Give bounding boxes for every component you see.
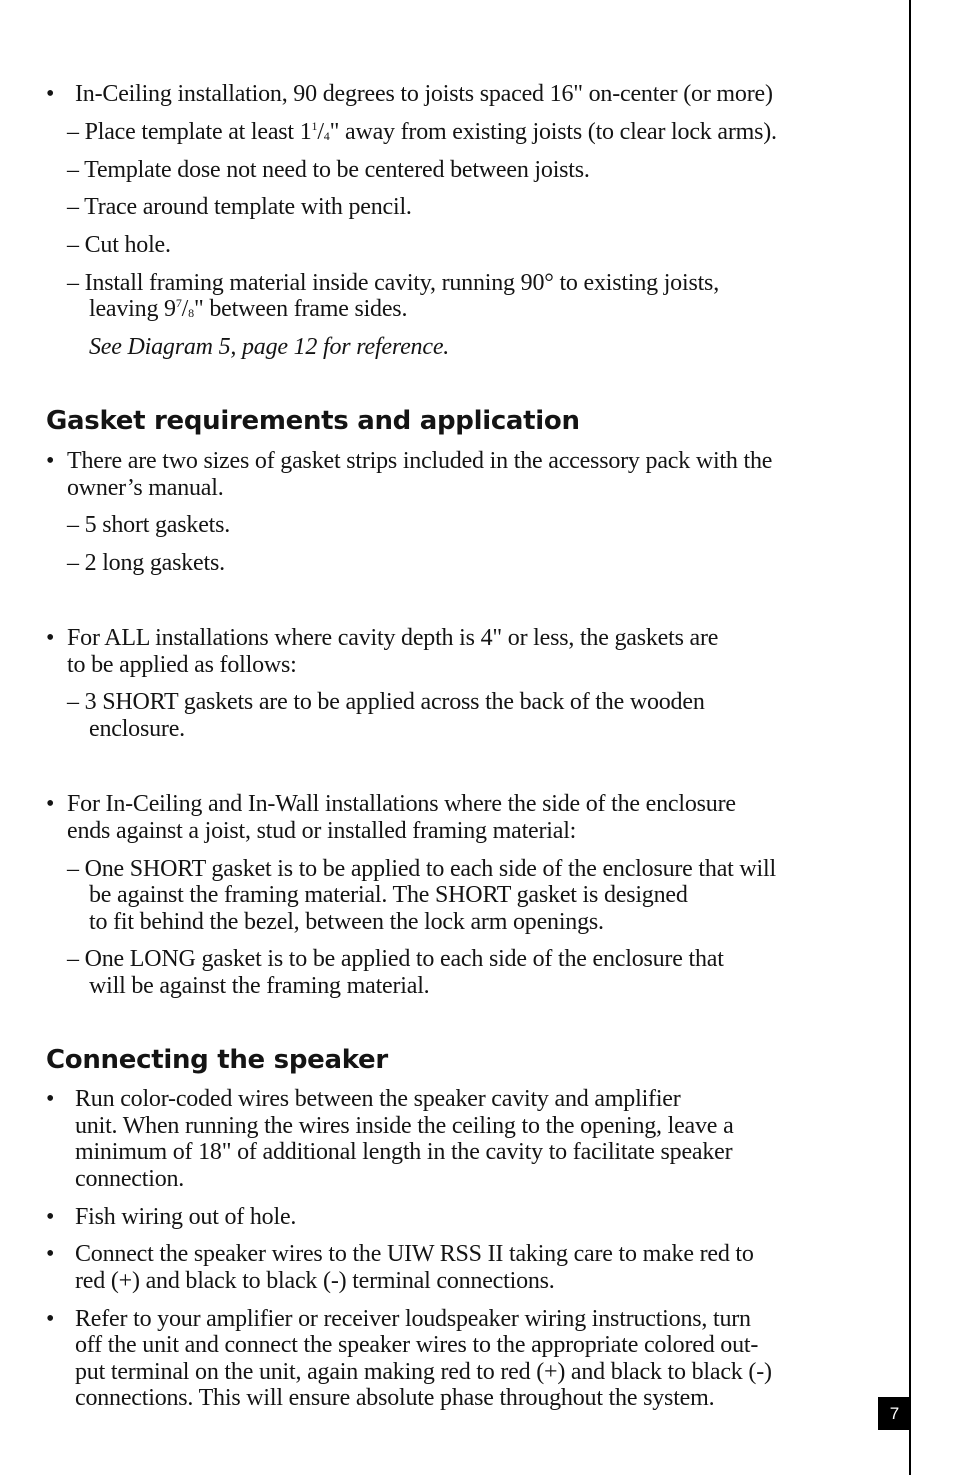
dash-install-framing-cont: leaving $9^7/_8$" between frame sides. xyxy=(89,296,408,322)
refer-amplifier-line3: put terminal on the unit, again making red to red (+) and black to black (-) xyxy=(75,1359,772,1385)
bullet-marker: • xyxy=(46,791,55,817)
dash-short-gaskets: – 5 short gaskets. xyxy=(67,512,231,538)
dash-one-long-line2: will be against the framing material. xyxy=(89,973,430,999)
bullet-marker: • xyxy=(46,1086,55,1112)
dash-cut-hole: – Cut hole. xyxy=(67,232,171,258)
dash-one-short-line2: be against the framing material. The SHORT gasket is designed xyxy=(89,882,688,908)
bullet-marker: • xyxy=(46,625,55,651)
dash-trace-template: – Trace around template with pencil. xyxy=(67,194,412,220)
run-wires-line4: connection. xyxy=(75,1166,185,1192)
page-number: 7 xyxy=(878,1397,911,1430)
gasket-sizes-line1: There are two sizes of gasket strips included in the accessory pack with the xyxy=(67,448,773,474)
bullet-marker: • xyxy=(46,81,55,107)
dash-template-centered: – Template dose not need to be centered between joists. xyxy=(67,157,590,183)
connect-wires-line2: red (+) and black to black (-) terminal connections. xyxy=(75,1268,555,1294)
dash-one-long-line1: – One LONG gasket is to be applied to each side of the enclosure that xyxy=(67,946,724,972)
fish-wiring: Fish wiring out of hole. xyxy=(75,1204,297,1230)
connect-wires-line1: Connect the speaker wires to the UIW RSS II taking care to make red to xyxy=(75,1241,754,1267)
diagram-reference-note: See Diagram 5, page 12 for reference. xyxy=(89,334,450,360)
cavity-depth-line1: For ALL installations where cavity depth is 4" or less, the gaskets are xyxy=(67,625,719,651)
dash-one-short-line3: to fit behind the bezel, between the lock arm openings. xyxy=(89,909,604,935)
dash-long-gaskets: – 2 long gaskets. xyxy=(67,550,225,576)
refer-amplifier-line2: off the unit and connect the speaker wires to the appropriate colored out- xyxy=(75,1332,759,1358)
run-wires-line1: Run color-coded wires between the speaker cavity and amplifier xyxy=(75,1086,681,1112)
gasket-heading: Gasket requirements and application xyxy=(46,406,580,436)
bullet-marker: • xyxy=(46,448,55,474)
dash-place-template: – Place template at least $1^1/_4$" away from existing joists (to clear lock arms). xyxy=(67,119,777,145)
dash-three-short-line2: enclosure. xyxy=(89,716,185,742)
in-wall-line2: ends against a joist, stud or installed framing material: xyxy=(67,818,577,844)
in-wall-line1: For In-Ceiling and In-Wall installations where the side of the enclosure xyxy=(67,791,736,817)
cavity-depth-line2: to be applied as follows: xyxy=(67,652,297,678)
gasket-sizes-line2: owner’s manual. xyxy=(67,475,224,501)
dash-one-short-line1: – One SHORT gasket is to be applied to each side of the enclosure that will xyxy=(67,856,776,882)
run-wires-line3: minimum of 18" of additional length in the cavity to facilitate speaker xyxy=(75,1139,733,1165)
bullet-marker: • xyxy=(46,1306,55,1332)
in-ceiling-bullet: In-Ceiling installation, 90 degrees to joists spaced 16" on-center (or more) xyxy=(75,81,773,107)
refer-amplifier-line4: connections. This will ensure absolute phase throughout the system. xyxy=(75,1385,715,1411)
dash-three-short-line1: – 3 SHORT gaskets are to be applied across the back of the wooden xyxy=(67,689,705,715)
connecting-heading: Connecting the speaker xyxy=(46,1045,388,1075)
run-wires-line2: unit. When running the wires inside the ceiling to the opening, leave a xyxy=(75,1113,734,1139)
page-edge-rule xyxy=(909,0,911,1475)
bullet-marker: • xyxy=(46,1241,55,1267)
dash-install-framing: – Install framing material inside cavity, running 90° to existing joists, xyxy=(67,270,719,296)
refer-amplifier-line1: Refer to your amplifier or receiver loudspeaker wiring instructions, turn xyxy=(75,1306,751,1332)
bullet-marker: • xyxy=(46,1204,55,1230)
